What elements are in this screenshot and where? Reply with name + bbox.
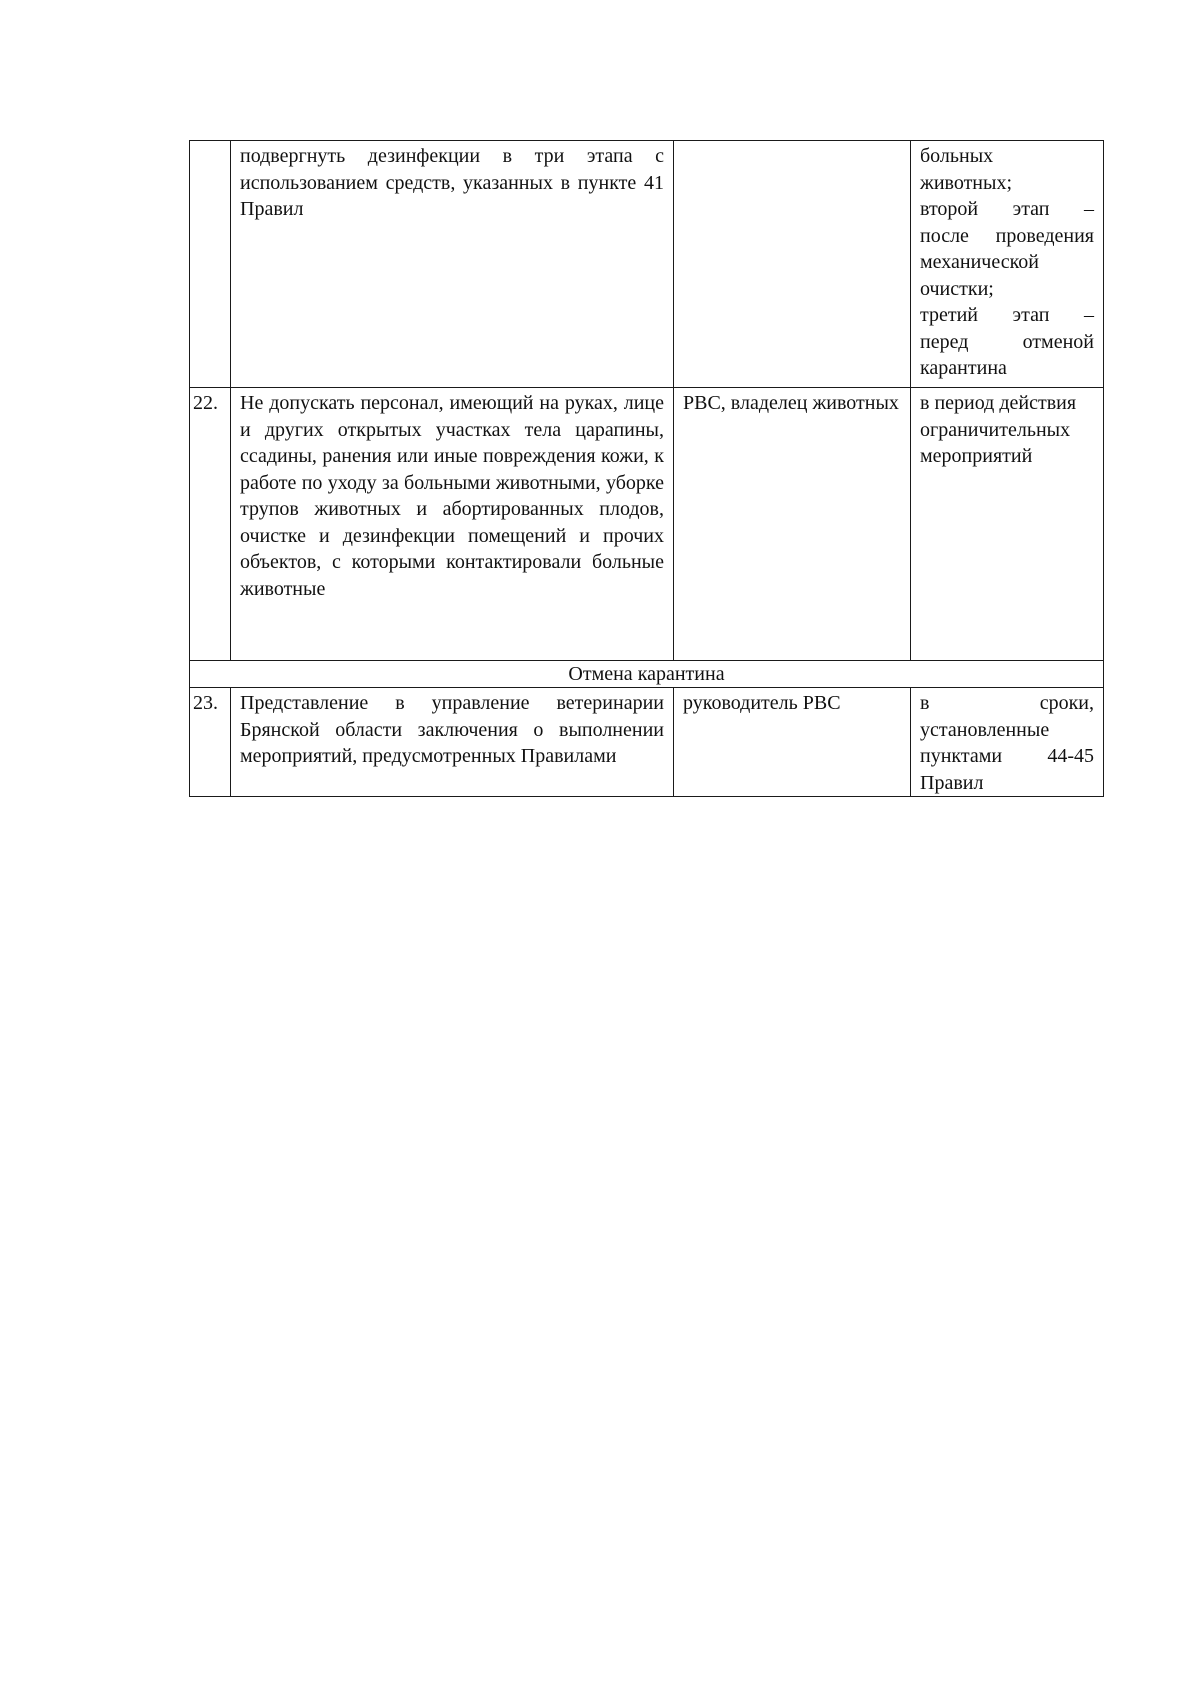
measures-table <box>189 140 1104 797</box>
deadline-line: ограничительных <box>920 418 1071 441</box>
responsible-cell: РВС, владелец животных <box>674 388 911 661</box>
deadline-line: третий этап – <box>920 304 1094 326</box>
deadline-line: больных <box>920 145 994 167</box>
row-number <box>190 141 231 388</box>
section-title: Отмена карантина <box>190 661 1104 688</box>
deadline-line: животных; <box>920 171 1013 194</box>
action-cell: подвергнуть дезинфекции в три этапа с использованием средств, указанных в пункте 41 Правил <box>231 141 674 388</box>
row-number: 23. <box>190 688 231 797</box>
deadline-line: мероприятий <box>920 445 1033 467</box>
deadline-line: в период действия <box>920 392 1077 414</box>
responsible-cell: руководитель РВС <box>674 688 911 797</box>
responsible-cell <box>674 141 911 388</box>
deadline-line: установленные <box>920 718 1050 741</box>
deadline-line: после проведения <box>920 224 1094 247</box>
table-row <box>190 141 1104 388</box>
table-row <box>190 688 1104 797</box>
deadline-line: второй этап – <box>920 198 1094 220</box>
action-cell: Не допускать персонал, имеющий на руках, лице и других открытых участках тела царапины, ссадины, ранения или иные повреждения кожи, к работе по уходу за больными животными, уборке трупов животных и абортированных плодов, очистке и дезинфекции помещений и прочих объектов, с которыми контактировали больные животные <box>231 388 674 661</box>
deadline-line: механической <box>920 251 1040 273</box>
deadline-line: очистки; <box>920 277 994 300</box>
section-row <box>190 661 1104 688</box>
deadline-cell <box>911 141 1104 388</box>
table-row <box>190 388 1104 661</box>
action-cell: Представление в управление ветеринарии Брянской области заключения о выполнении мероприятий, предусмотренных Правилами <box>231 688 674 797</box>
row-number: 22. <box>190 388 231 661</box>
deadline-line: в сроки, <box>920 692 1094 714</box>
deadline-cell <box>911 388 1104 661</box>
deadline-line: пунктами 44-45 <box>920 745 1094 767</box>
deadline-line: перед отменой <box>920 330 1094 353</box>
deadline-line: Правил <box>920 771 984 794</box>
deadline-cell <box>911 688 1104 797</box>
deadline-line: карантина <box>920 357 1007 379</box>
